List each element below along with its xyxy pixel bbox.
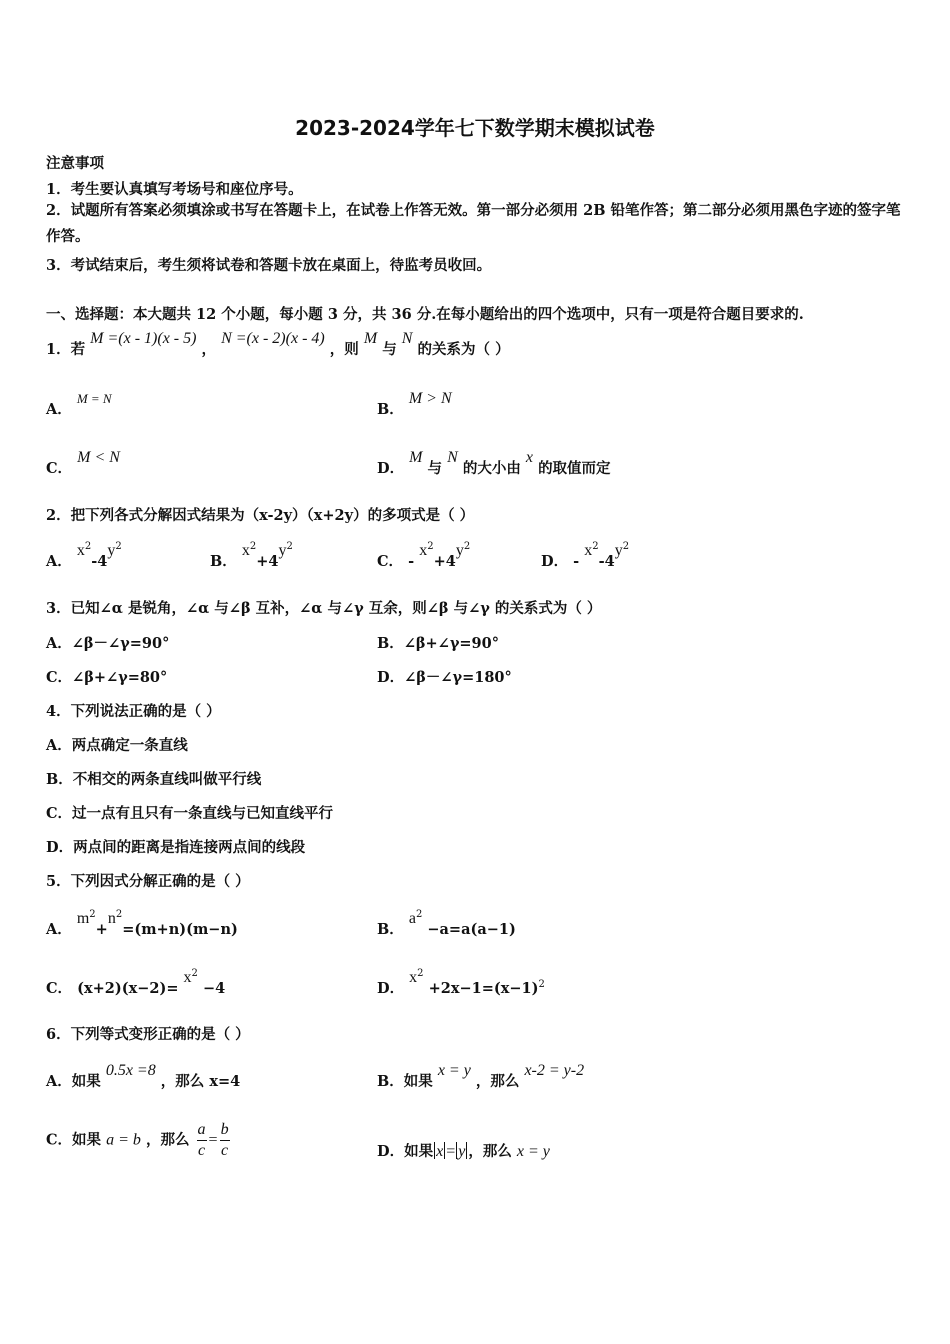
q2-b-y: y [278, 542, 287, 559]
q1-comma: ， [201, 341, 217, 358]
q2-d-sq2: 2 [622, 541, 630, 553]
q2-option-b[interactable] [210, 541, 293, 571]
q5-option-a-label: A． [46, 921, 72, 938]
q1-expr-m: M =(x - 1)(x - 5) [90, 330, 197, 347]
q1-yu: 与 [382, 341, 397, 358]
page-title: 2023-2024学年七下数学期末模拟试卷 [295, 116, 655, 140]
q6-c-num-1: a [197, 1120, 207, 1141]
q2-b-op: +4 [256, 553, 279, 570]
q2-c-sq2: 2 [463, 541, 471, 553]
notice-item-3: 3．考试结束后，考生须将试卷和答题卡放在桌面上，待监考员收回。 [46, 257, 492, 274]
q6-d-expr: x = y [516, 1143, 550, 1160]
q6-d-y: y [458, 1143, 466, 1160]
q1-expr-n: N =(x - 2)(x - 4) [221, 330, 325, 347]
q6-option-c-label: C．如果 [46, 1131, 102, 1149]
q5-a-sq2: 2 [115, 909, 123, 921]
q5-option-d[interactable] [377, 968, 545, 998]
q2-b-x: x [241, 542, 250, 559]
section-heading: 一、选择题：本大题共 12 个小题，每小题 3 分，共 36 分.在每小题给出的四个选项中，只有一项是符合题目要求的. [46, 306, 804, 323]
q2-d-x: x [584, 542, 593, 559]
q6-d-eq: = [446, 1143, 456, 1160]
question-1-stem [46, 330, 510, 359]
abs-bar-icon [434, 1142, 435, 1159]
question-4-stem: 4．下列说法正确的是（ ） [46, 703, 221, 720]
q5-a-sq1: 2 [89, 909, 96, 921]
q2-option-a-label: A． [46, 553, 72, 570]
q6-c-den-2: c [221, 1142, 229, 1159]
q5-b-a: a [408, 910, 416, 927]
q6-option-d[interactable] [377, 1140, 550, 1161]
q1-option-b-label: B． [377, 401, 404, 418]
q6-b-mid: ，那么 [475, 1073, 520, 1090]
q6-option-d-label: D．如果 [377, 1143, 434, 1160]
q2-c-neg: - [408, 553, 420, 570]
notice-item-1: 1．考生要认真填写考场号和座位序号。 [46, 181, 303, 198]
q2-c-op: +4 [433, 553, 456, 570]
q1-var-n: N [401, 330, 413, 347]
q1-option-b-expr: M > N [408, 390, 452, 407]
question-2-stem: 2．把下列各式分解因式结果为（x-2y）（x+2y）的多项式是（ ） [46, 507, 475, 524]
q3-option-b[interactable]: B．∠β+∠γ=90° [377, 635, 499, 652]
q2-c-sq1: 2 [427, 541, 434, 553]
q5-a-plus: + [95, 921, 108, 938]
q5-a-n: n [107, 910, 116, 927]
q1-tail-1: ，则 [329, 341, 359, 358]
q2-d-y: y [614, 542, 623, 559]
q2-d-op: -4 [598, 553, 615, 570]
q6-c-frac-1 [197, 1120, 207, 1161]
q2-a-sq2: 2 [115, 541, 122, 553]
q5-d-sq: 2 [417, 968, 424, 980]
q6-c-expr: a = b [106, 1131, 141, 1149]
q1-option-c-expr: M < N [77, 449, 120, 466]
q5-option-b-label: B． [377, 921, 404, 938]
q2-d-sq1: 2 [592, 541, 599, 553]
q5-b-rest: −a=a(a−1) [427, 921, 516, 938]
q5-option-d-label: D． [377, 980, 405, 997]
q1-option-d-mid: 的大小由 [462, 460, 521, 477]
q2-c-y: y [455, 542, 464, 559]
q5-a-rest: =(m+n)(m−n) [122, 921, 238, 938]
q5-option-a[interactable] [46, 909, 238, 939]
q3-option-d[interactable]: D．∠β－∠γ=180° [377, 669, 512, 686]
q2-option-b-label: B． [210, 553, 237, 570]
q6-option-b-label: B．如果 [377, 1073, 433, 1090]
q6-d-x: x [436, 1143, 444, 1160]
q6-d-mid: ，那么 [468, 1143, 512, 1160]
q2-option-d[interactable] [541, 541, 630, 571]
q2-a-x: x [76, 542, 85, 559]
q1-option-a-expr: M = N [76, 391, 112, 406]
q5-c-x: x [183, 969, 192, 986]
question-6-stem: 6．下列等式变形正确的是（ ） [46, 1026, 250, 1043]
q2-c-x: x [419, 542, 428, 559]
q1-option-d-m: M [409, 449, 423, 466]
q4-option-a[interactable]: A．两点确定一条直线 [46, 737, 188, 754]
notice-item-2: 2．试题所有答案必须填涂或书写在答题卡上，在试卷上作答无效。第一部分必须用 2B 铅笔作答；第二部分必须用黑色字迹的签字笔作答。 [46, 202, 901, 245]
q6-option-b[interactable] [377, 1062, 585, 1091]
q1-option-d-tail: 的取值而定 [538, 460, 611, 477]
q6-b-expr: x = y [437, 1062, 471, 1079]
q6-c-eq: = [208, 1131, 218, 1149]
q3-option-c[interactable]: C．∠β+∠γ=80° [46, 669, 168, 686]
q2-a-sq1: 2 [84, 541, 92, 553]
q2-option-a[interactable] [46, 541, 122, 571]
q5-b-sq: 2 [415, 909, 423, 921]
q2-a-op: -4 [91, 553, 108, 570]
q5-d-x: x [409, 969, 418, 986]
q6-option-a-label: A．如果 [46, 1073, 101, 1090]
q2-a-y: y [107, 542, 116, 559]
q2-b-sq2: 2 [286, 541, 293, 553]
question-5-stem: 5．下列因式分解正确的是（ ） [46, 873, 250, 890]
q5-d-sq2: 2 [538, 979, 545, 991]
q1-option-c[interactable] [46, 449, 120, 478]
q1-option-d-label: D． [377, 460, 405, 477]
q6-a-tail: ，那么 x=4 [160, 1073, 241, 1090]
q6-option-c[interactable] [46, 1120, 232, 1161]
q1-option-c-label: C． [46, 460, 73, 477]
q1-option-a-label: A． [46, 401, 72, 418]
q4-option-d[interactable]: D．两点间的距离是指连接两点间的线段 [46, 839, 306, 856]
q6-c-num-2: b [220, 1120, 230, 1141]
q1-option-d-n: N [447, 449, 458, 466]
q1-option-d-x: x [525, 449, 533, 466]
q4-option-c[interactable]: C．过一点有且只有一条直线与已知直线平行 [46, 805, 334, 822]
q2-option-c-label: C． [377, 553, 404, 570]
q5-d-rest: +2x−1=(x−1) [428, 980, 539, 997]
q1-option-a[interactable] [46, 391, 112, 419]
q1-option-d[interactable] [377, 449, 611, 478]
q6-option-a[interactable] [46, 1062, 241, 1091]
q5-option-b[interactable] [377, 909, 516, 939]
q1-option-d-yu: 与 [427, 460, 443, 477]
q1-number: 1．若 [46, 341, 86, 358]
q2-b-sq1: 2 [249, 541, 257, 553]
q6-a-expr: 0.5x =8 [105, 1062, 156, 1079]
q1-var-m: M [363, 330, 378, 347]
q6-c-den-1: c [197, 1142, 206, 1159]
q5-c-sq: 2 [191, 968, 198, 980]
q5-c-pre: (x+2)(x−2)= [77, 980, 179, 997]
q6-b-expr2: x-2 = y-2 [524, 1062, 585, 1079]
q5-option-c-label: C． [46, 980, 73, 997]
q2-option-c[interactable] [377, 541, 471, 571]
q2-option-d-label: D． [541, 553, 569, 570]
q2-d-neg: - [573, 553, 585, 570]
q5-option-c[interactable] [46, 968, 226, 998]
q6-c-mid: ，那么 [145, 1131, 190, 1149]
q5-c-rest: −4 [202, 980, 226, 997]
q1-option-b[interactable] [377, 390, 452, 419]
q4-option-b[interactable]: B．不相交的两条直线叫做平行线 [46, 771, 262, 788]
q1-tail-2: 的关系为（ ） [417, 341, 510, 358]
q6-c-frac-2 [220, 1120, 230, 1161]
question-3-stem: 3．已知∠α 是锐角，∠α 与∠β 互补，∠α 与∠γ 互余，则∠β 与∠γ 的关系式为（ ） [46, 600, 602, 617]
q3-option-a[interactable]: A．∠β－∠γ=90° [46, 635, 170, 652]
notice-heading: 注意事项 [46, 155, 104, 172]
q5-a-m: m [76, 910, 90, 927]
